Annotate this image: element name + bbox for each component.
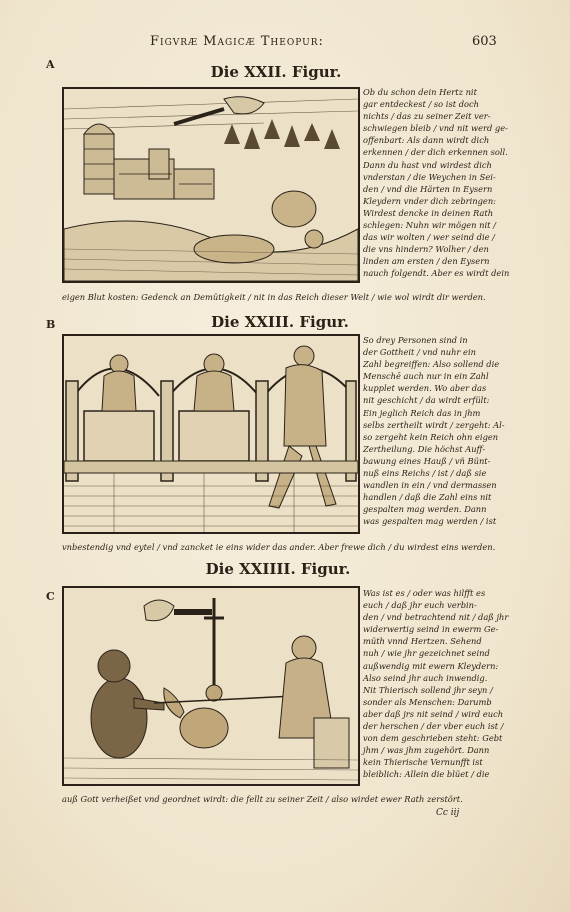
text-line: nit geschicht / da wirdt erfült: (363, 395, 490, 406)
figure-title-22: Die XXII. Figur. (210, 63, 342, 81)
text-line: Was ist es / oder was hilfft es (363, 588, 486, 598)
text-line: so zergeht kein Reich ohn eigen (363, 431, 499, 442)
text-line: Nit Thierisch sollend jhr seyn / (363, 684, 493, 695)
section-marker-b: B (46, 318, 56, 331)
text-line: selbs zertheilt wirdt / zergeht: Al- (363, 419, 505, 430)
section-marker-c: C (46, 590, 55, 603)
full-width-line-24: auß Gott verheißet vnd geordnet wirdt: die fellt zu seiner Zeit / also wirdet ewer Rath zerstört. (62, 794, 463, 804)
text-line: Dann du hast vnd wirdest dich (363, 159, 492, 170)
text-line: sonder als Menschen: Darumb (363, 696, 492, 707)
text-line: außwendig mit ewern Kleydern: (363, 660, 499, 671)
text-line: Ein jeglich Reich das in jhm (363, 407, 481, 418)
text-line: Menschē auch nur in ein Zahl (363, 371, 489, 382)
text-line: handlen / daß die Zahl eins nit (363, 492, 492, 503)
text-line: den / vnd betrachtend nit / daß jhr (363, 612, 509, 623)
text-line: gar entdeckest / so ist doch (363, 99, 479, 110)
text-line: das wir wolten / wer seind die / (363, 232, 495, 243)
text-line: Also seind jhr auch inwendig. (363, 672, 488, 683)
text-line: der herschen / der vber euch ist / (363, 721, 504, 732)
page-number: 603 (472, 34, 497, 49)
figure-title-23: Die XXIII. Figur. (211, 313, 349, 331)
text-block-24 (363, 587, 508, 781)
text-line: von dem geschrieben steht: Gebt (363, 733, 503, 744)
figure-title-24: Die XXIIII. Figur. (205, 560, 351, 578)
text-line: Zahl begreiffen: Also sollend die (363, 359, 500, 370)
woodcut-figure-23 (62, 334, 360, 534)
text-line: Kleydern vnder dich zebringen: (363, 195, 496, 206)
text-line: nichts / das zu seiner Zeit ver- (363, 111, 491, 122)
text-line: müth vnnd Hertzen. Sehend (363, 636, 482, 647)
text-line: die vns hindern? Wolher / den (363, 244, 489, 255)
text-line: bawung eines Hauß / vñ Bünt- (363, 455, 491, 466)
text-block-22 (363, 86, 509, 280)
woodcut-figure-22 (62, 87, 360, 283)
text-line: der Gottheit / vnd nuhr ein (363, 347, 476, 358)
text-line: kein Thierische Vernunfft ist (363, 757, 483, 768)
text-line: widerwertig seind in ewerm Ge- (363, 624, 499, 635)
text-line: den / vnd die Härten in Eysern (363, 183, 493, 194)
text-block-23 (363, 334, 505, 528)
text-line: Wirdest dencke in deinen Rath (363, 207, 494, 218)
text-line: vnderstan / die Weychen in Sei- (363, 171, 496, 182)
running-header: Figvræ Magicæ Theopur: (150, 34, 324, 49)
text-line: wandlen in ein / vnd dermassen (363, 480, 497, 491)
text-line: nuh / wie jhr gezeichnet seind (363, 648, 490, 659)
text-line: schwiegen bleib / vnd nit werd ge- (363, 123, 508, 134)
text-line: nuß eins Reichs / ist / daß sie (363, 468, 487, 479)
text-line: Ob du schon dein Hertz nit (363, 87, 477, 97)
text-line: offenbart: Als dann wirdt dich (363, 135, 490, 146)
text-line: linden am ersten / den Eysern (363, 256, 490, 267)
text-line: nauch folgendt. Aber es wirdt dein (363, 268, 510, 279)
woodcut-figure-24 (62, 586, 360, 786)
full-width-line-22: eigen Blut kosten: Gedenck an Demütigkeit / nit in das Reich dieser Welt / wie wol wirdt dir werden. (62, 292, 486, 302)
text-line: euch / daß jhr euch verbin- (363, 600, 477, 611)
text-line: schlegen: Nuhn wir mögen nit / (363, 220, 496, 231)
text-line: jhm / was jhm zugehört. Dann (363, 745, 490, 756)
full-width-line-23: vnbestendig vnd eytel / vnd zancket ie eins wider das ander. Aber frewe dich / du wirdest eins werden. (62, 542, 496, 552)
text-line: erkennen / der dich erkennen soll. (363, 147, 508, 158)
text-line: was gespalten mag werden / ist (363, 516, 497, 527)
signature-mark: Cc iij (436, 808, 460, 818)
text-line: So drey Personen sind in (363, 335, 468, 345)
text-line: gespalten mag werden. Dann (363, 504, 487, 515)
section-marker-a: A (46, 58, 55, 71)
text-line: kupplet werden. Wo aber das (363, 383, 487, 394)
text-line: bleiblich: Allein die blüet / die (363, 769, 490, 780)
text-line: aber daß jrs nit seind / wird euch (363, 708, 504, 719)
text-line: Zertheilung. Die höchst Auff- (363, 443, 486, 454)
